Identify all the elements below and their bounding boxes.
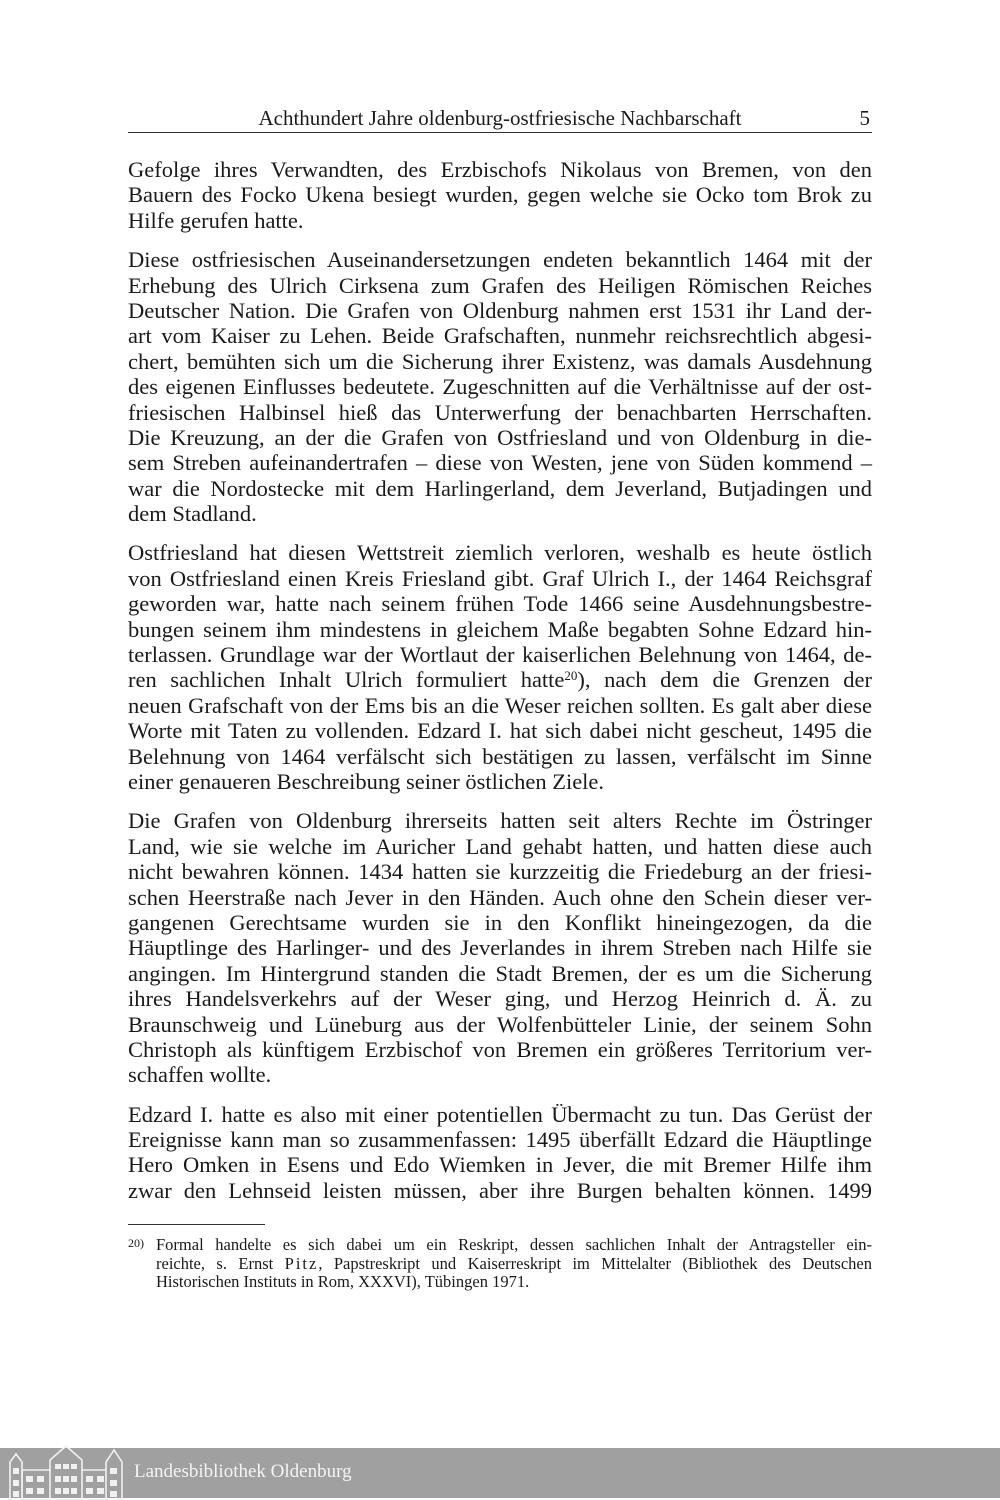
text-line: Ostfriesland hat diesen Wettstreit ziemlich verloren, weshalb es heute östlich	[128, 540, 872, 566]
text-line: schaffen wollte.	[128, 1062, 272, 1088]
text-line: sem Streben aufeinandertrafen – diese von Westen, jene von Süden kommend –	[128, 450, 872, 476]
text-line: Worte mit Taten zu vollenden. Edzard I. hat sich dabei nicht gescheut, 1495 die	[128, 718, 872, 744]
footnote-line	[128, 1255, 872, 1274]
text-line: ihres Handelsverkehrs auf der Weser ging, und Herzog Heinrich d. Ä. zu	[128, 986, 872, 1012]
running-header	[128, 104, 872, 133]
footnote-text: reichte, s. Ernst	[156, 1253, 285, 1273]
library-footer-bar	[0, 1448, 1000, 1498]
text-line: einer genaueren Beschreibung seiner östlichen Ziele.	[128, 768, 605, 794]
paragraph	[128, 1102, 872, 1204]
text-line: gangenen Gerechtsame wurden sie in den Konflikt hineingezogen, da die	[128, 909, 872, 935]
paragraph	[128, 247, 872, 526]
text-line: von Ostfriesland einen Kreis Friesland gibt. Graf Ulrich I., der 1464 Reichsgraf	[128, 565, 872, 591]
text-line: Hilfe gerufen hatte.	[128, 207, 304, 233]
text-line: Edzard I. hatte es also mit einer potentiellen Übermacht zu tun. Das Gerüst der	[128, 1101, 872, 1127]
footnote-marker: 20)	[128, 1236, 144, 1250]
footnote-line: Formal handelte es sich dabei um ein Reskript, dessen sachlichen Inhalt der Antragsteller ein-	[156, 1235, 872, 1254]
text-line: des eigenen Einflusses bedeutete. Zugeschnitten auf die Verhältnisse auf der ost-	[128, 374, 872, 400]
text-line: Die Kreuzung, an der die Grafen von Ostfriesland und von Oldenburg in die-	[128, 424, 872, 450]
running-title: Achthundert Jahre oldenburg-ostfriesische Nachbarschaft	[258, 106, 742, 130]
text-line: dem Stadland.	[128, 501, 257, 527]
text-line: zwar den Lehnseid leisten müssen, aber ihre Burgen behalten können. 1499	[128, 1177, 872, 1203]
text-segment: ), nach dem die Grenzen der	[577, 667, 872, 693]
paragraph	[128, 157, 872, 233]
paragraph	[128, 540, 872, 794]
footnote-author: Pitz	[284, 1253, 319, 1273]
footnote-reference[interactable]: 20	[564, 668, 578, 684]
text-line: chert, bemühten sich um die Sicherung ihrer Existenz, was damals Ausdehnung	[128, 348, 872, 374]
text-line: schen Heerstraße nach Jever in den Händen. Auch ohne den Schein dieser ver-	[128, 884, 872, 910]
text-line: Diese ostfriesischen Auseinandersetzungen endeten bekanntlich 1464 mit der	[128, 247, 872, 273]
text-line: neuen Grafschaft von der Ems bis an die Weser reichen sollten. Es galt aber diese	[128, 692, 872, 718]
text-line: bungen seinem ihm mindestens in gleichem Maße begabten Sohne Edzard hin-	[128, 616, 872, 642]
text-line: war die Nordostecke mit dem Harlingerland, dem Jeverland, Butjadingen und	[128, 475, 872, 501]
footnote-20	[128, 1236, 872, 1292]
text-segment: ren sachlichen Inhalt Ulrich formuliert hatte	[128, 667, 565, 693]
paragraph	[128, 808, 872, 1087]
text-line: terlassen. Grundlage war der Wortlaut der kaiserlichen Belehnung von 1464, de-	[128, 642, 872, 668]
text-line: Deutscher Nation. Die Grafen von Oldenburg nahmen erst 1531 ihr Land der-	[128, 297, 872, 323]
text-line: Bauern des Focko Ukena besiegt wurden, gegen welche sie Ocko tom Brok zu	[128, 182, 872, 208]
text-line: Die Grafen von Oldenburg ihrerseits hatten seit alters Rechte im Östringer	[128, 808, 872, 834]
text-line	[128, 667, 872, 692]
text-line: Land, wie sie welche im Auricher Land gehabt hatten, und hatten diese auch	[128, 833, 872, 859]
footnote-divider	[128, 1224, 265, 1225]
text-line: Erhebung des Ulrich Cirksena zum Grafen des Heiligen Römischen Reiches	[128, 272, 872, 298]
text-line: Häuptlinge des Harlinger- und des Jeverlandes in ihrem Streben nach Hilfe sie	[128, 935, 872, 961]
text-line: nicht bewahren können. 1434 hatten sie kurzzeitig die Friedeburg an der friesi-	[128, 859, 872, 885]
text-line: friesischen Halbinsel hieß das Unterwerfung der benachbarten Herrschaften.	[128, 399, 872, 425]
text-line: Hero Omken in Esens und Edo Wiemken in Jever, die mit Bremer Hilfe ihm	[128, 1152, 872, 1178]
library-building-icon	[6, 1442, 126, 1500]
text-line: Ereignisse kann man so zusammenfassen: 1495 überfällt Edzard die Häuptlinge	[128, 1127, 872, 1153]
text-line: Christoph als künftigem Erzbischof von Bremen ein größeres Territorium ver-	[128, 1036, 872, 1062]
library-name: Landesbibliothek Oldenburg	[134, 1461, 352, 1482]
main-text	[128, 157, 872, 1217]
text-line: geworden war, hatte nach seinem frühen Tode 1466 seine Ausdehnungsbestre-	[128, 591, 872, 617]
text-line: art vom Kaiser zu Lehen. Beide Grafschaften, nunmehr reichsrechtlich abgesi-	[128, 323, 872, 349]
text-line: Braunschweig und Lüneburg aus der Wolfenbütteler Linie, der seinem Sohn	[128, 1011, 872, 1037]
text-line: Belehnung von 1464 verfälscht sich bestätigen zu lassen, verfälscht im Sinne	[128, 743, 872, 769]
page-number: 5	[859, 106, 870, 130]
text-line: angingen. Im Hintergrund standen die Stadt Bremen, der es um die Sicherung	[128, 960, 872, 986]
footnote-text: , Papstreskript und Kaiserreskript im Mittelalter (Bibliothek des Deutschen	[318, 1253, 872, 1273]
footnote-line: Historischen Instituts in Rom, XXXVI), Tübingen 1971.	[156, 1272, 530, 1291]
text-line: Gefolge ihres Verwandten, des Erzbischofs Nikolaus von Bremen, von den	[128, 157, 872, 182]
